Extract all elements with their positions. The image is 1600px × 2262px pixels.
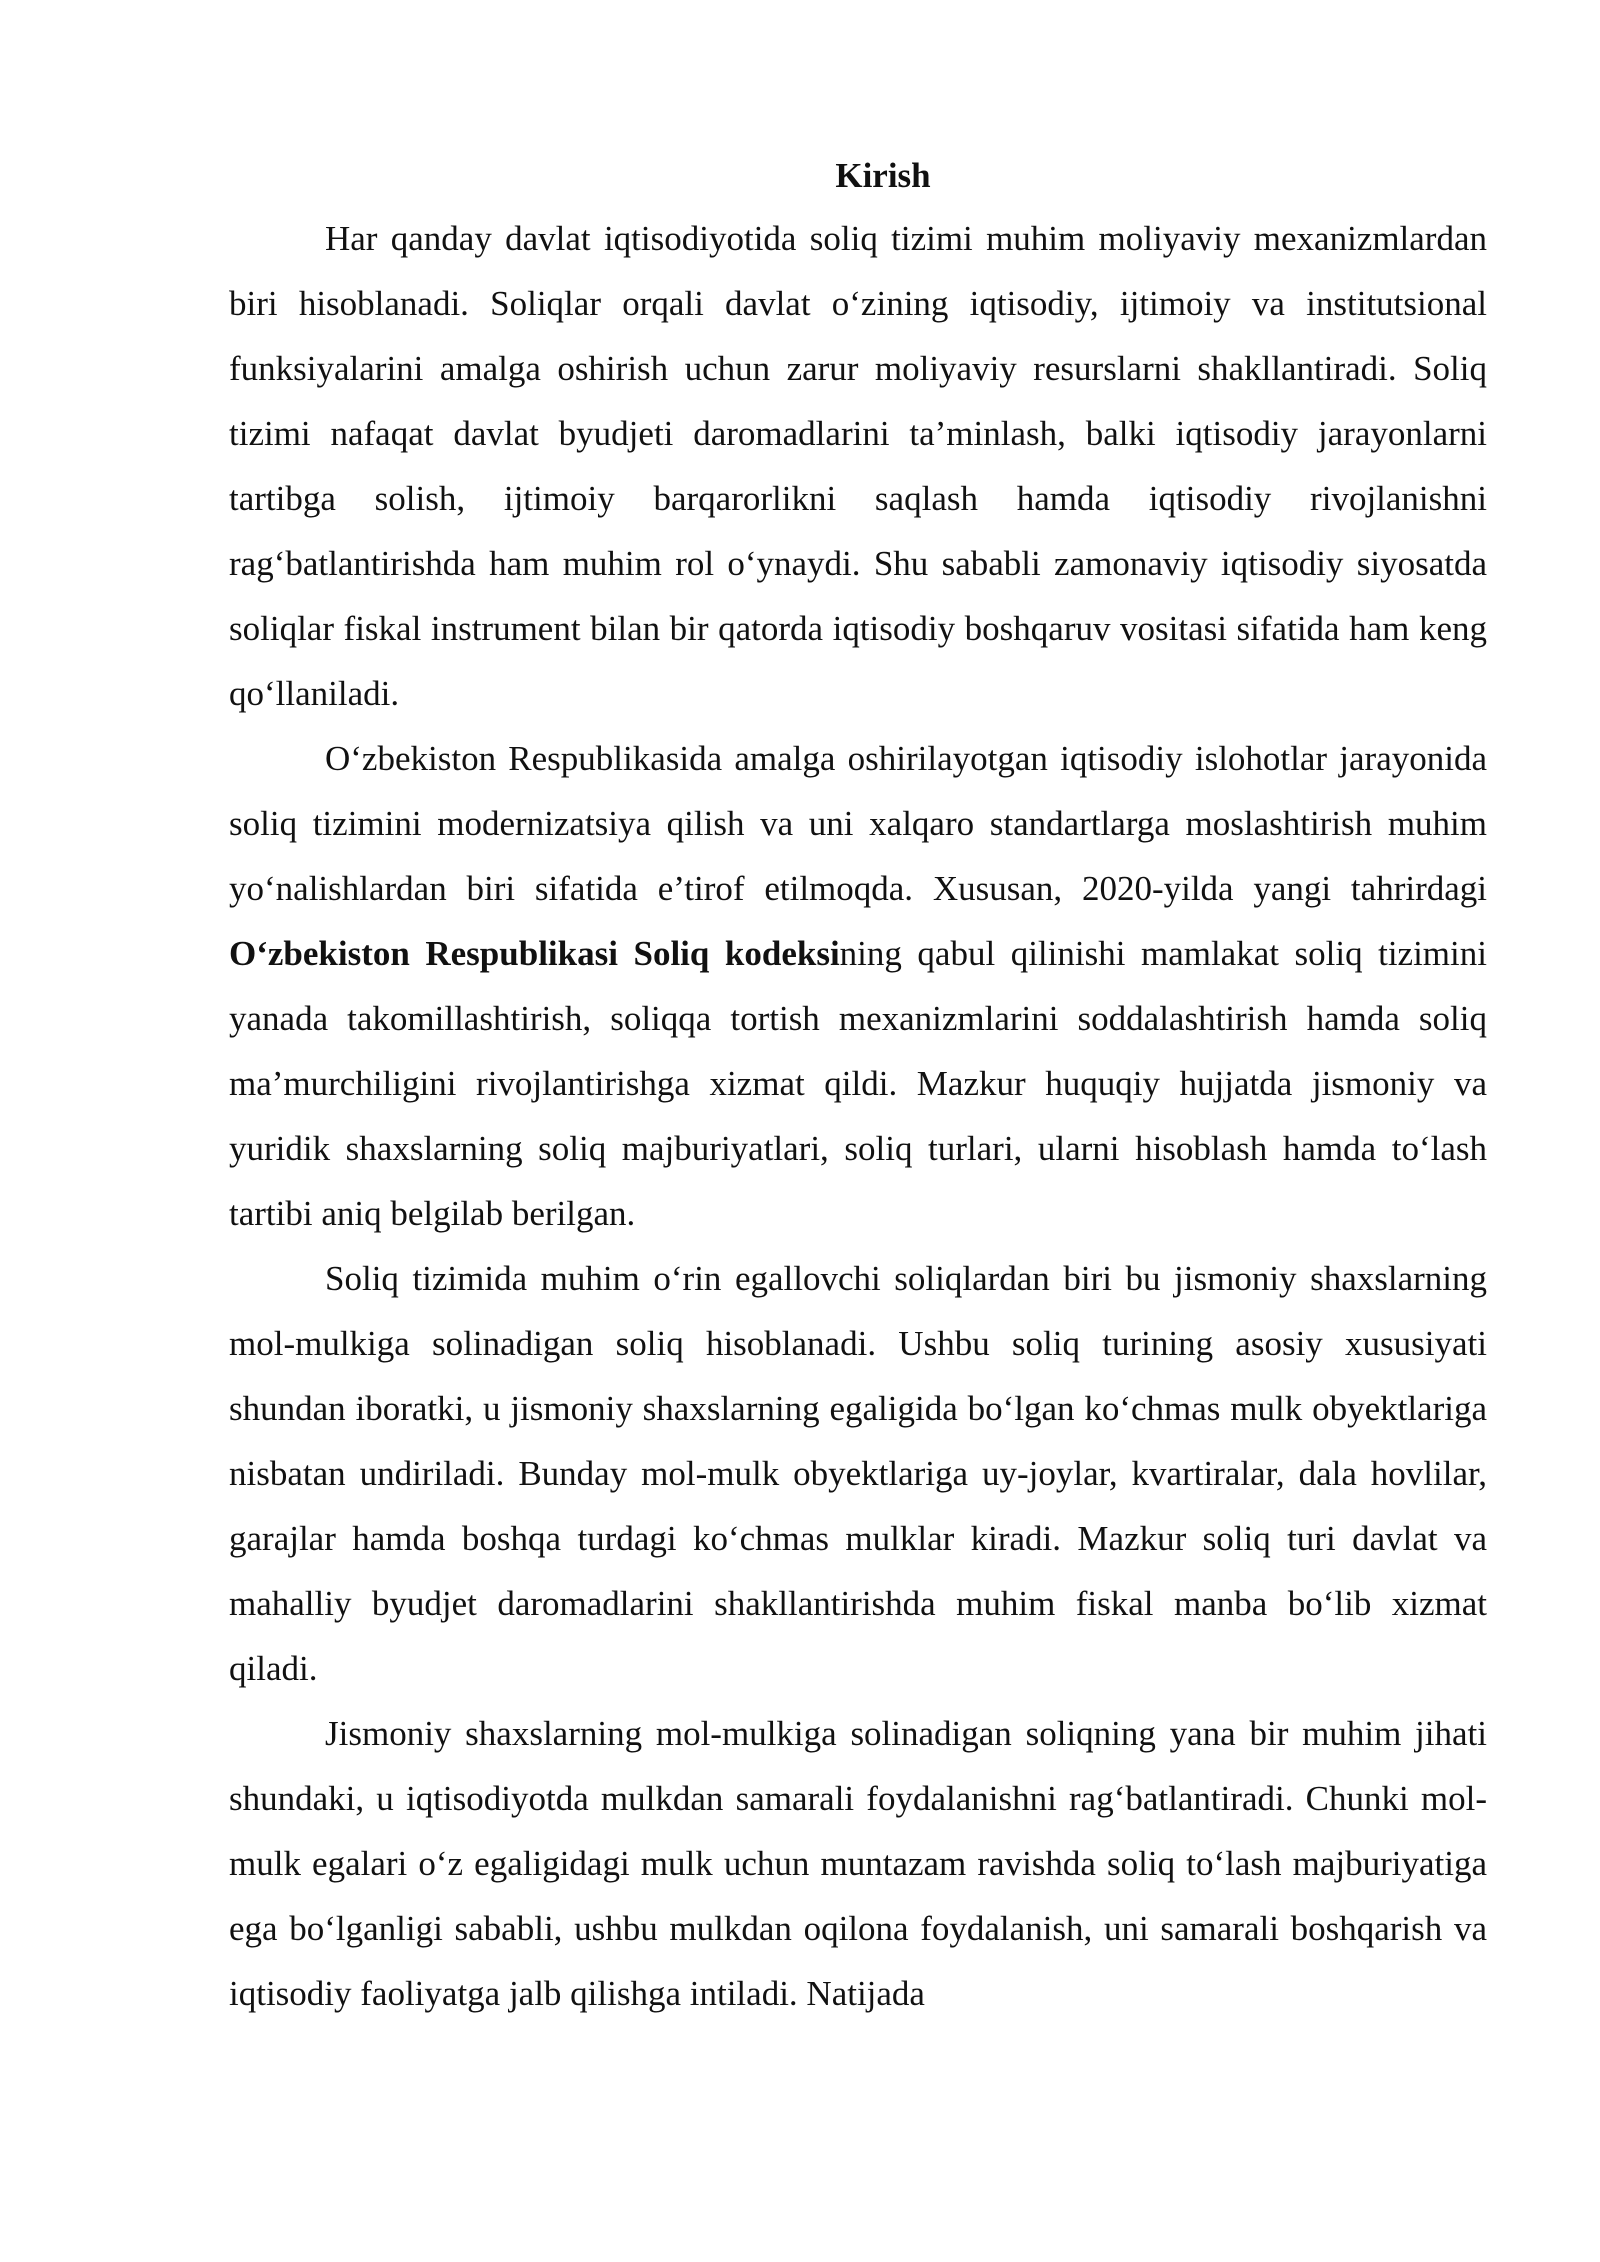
section-heading: Kirish <box>835 156 931 195</box>
paragraph-1: Har qanday davlat iqtisodiyotida soliq tizimi muhim moliyaviy mexanizmlardan biri hisoblanadi. Soliqlar orqali davlat o‘zining iqtisodiy, ijtimoiy va institutsional funksiyalarini amalga oshirish uchun zarur moliyaviy resurslarni shakllantiradi. Soliq tizimi nafaqat davlat byudjeti daromadlarini ta’minlash, balki iqtisodiy jarayonlarni tartibga solish, ijtimoiy barqarorlikni saqlash hamda iqtisodiy rivojlanishni rag‘batlantirishda ham muhim rol o‘ynaydi. Shu sababli zamonaviy iqtisodiy siyosatda soliqlar fiskal instrument bilan bir qatorda iqtisodiy boshqaruv vositasi sifatida ham keng qo‘llaniladi. <box>229 219 1487 713</box>
tax-code-reference: O‘zbekiston Respublikasi Soliq kodeksi <box>229 934 840 973</box>
paragraph-2-text-after: ning qabul qilinishi mamlakat soliq tizimini yanada takomillashtirish, soliqqa tortish mexanizmlarini soddalashtirish hamda soliq ma’murchiligini rivojlantirishga xizmat qildi. Mazkur huquqiy hujjatda jismoniy va yuridik shaxslarning soliq majburiyatlari, soliq turlari, ularni hisoblash hamda to‘lash tartibi aniq belgilab berilgan. <box>229 934 1487 1233</box>
document-body <box>229 146 1487 2026</box>
paragraph-4: Jismoniy shaxslarning mol-mulkiga solinadigan soliqning yana bir muhim jihati shundaki, u iqtisodiyotda mulkdan samarali foydalanishni rag‘batlantiradi. Chunki mol-mulk egalari o‘z egaligidagi mulk uchun muntazam ravishda soliq to‘lash majburiyatiga ega bo‘lganligi sababli, ushbu mulkdan oqilona foydalanish, uni samarali boshqarish va iqtisodiy faoliyatga jalb qilishga intiladi. Natijada <box>229 1714 1487 2013</box>
paragraph-2 <box>229 726 1487 1246</box>
paragraph-3: Soliq tizimida muhim o‘rin egallovchi soliqlardan biri bu jismoniy shaxslarning mol-mulkiga solinadigan soliq hisoblanadi. Ushbu soliq turining asosiy xususiyati shundan iboratki, u jismoniy shaxslarning egaligida bo‘lgan ko‘chmas mulk obyektlariga nisbatan undiriladi. Bunday mol-mulk obyektlariga uy-joylar, kvartiralar, dala hovlilar, garajlar hamda boshqa turdagi ko‘chmas mulklar kiradi. Mazkur soliq turi davlat va mahalliy byudjet daromadlarini shakllantirishda muhim fiskal manba bo‘lib xizmat qiladi. <box>229 1259 1487 1688</box>
paragraph-2-text-before: O‘zbekiston Respublikasida amalga oshirilayotgan iqtisodiy islohotlar jarayonida soliq tizimini modernizatsiya qilish va uni xalqaro standartlarga moslashtirish muhim yo‘nalishlardan biri sifatida e’tirof etilmoqda. Xususan, 2020-yilda yangi tahrirdagi <box>229 739 1487 908</box>
